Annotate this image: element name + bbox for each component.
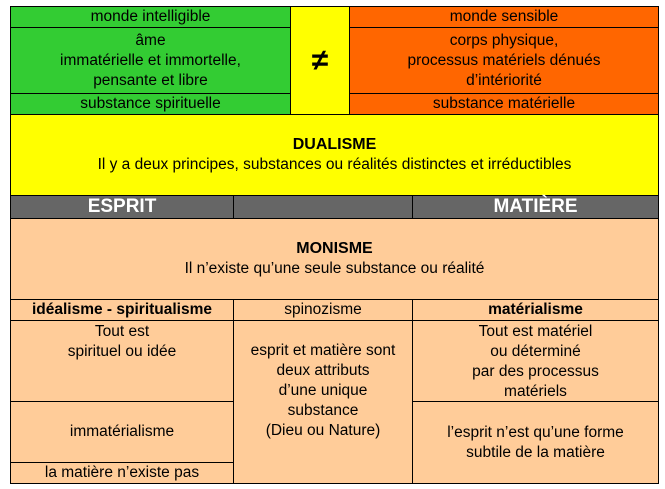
monism-definition: Il n’existe qu’une seule substance ou réalité [184, 260, 485, 277]
body-description-text: corps physique, processus matériels dénués d’intériorité [407, 31, 601, 89]
dualism-title: DUALISME [292, 136, 377, 153]
spiritual-substance-label [10, 93, 291, 115]
spinozism-heading [233, 299, 413, 321]
idealism-heading-text: idéalisme - spiritualisme [31, 301, 213, 318]
immaterialism-note-text: la matière n’existe pas [44, 464, 200, 481]
idealism-heading [10, 299, 234, 321]
spiritual-substance-text: substance spirituelle [80, 95, 221, 112]
dualism-definition-panel [10, 114, 659, 196]
matiere-header [412, 195, 659, 219]
materialism-thesis-text: Tout est matériel ou déterminé par des processus matériels [472, 323, 599, 400]
soul-description-text: âme immatérielle et immortelle, pensante et libre [60, 31, 241, 89]
materialism-heading [412, 299, 659, 321]
sensible-world-label [349, 6, 659, 28]
materialism-variant [412, 401, 659, 484]
monism-definition-panel [10, 218, 659, 300]
body-description [349, 27, 659, 94]
materialism-thesis [412, 320, 659, 402]
intelligible-world-label [10, 6, 291, 28]
not-equal-glyph: ≠ [311, 43, 329, 77]
intelligible-world-text: monde intelligible [90, 8, 211, 25]
immaterialism-text: immatérialisme [69, 423, 175, 440]
idealism-thesis-text: Tout est spirituel ou idée [67, 323, 177, 360]
spinozism-thesis [233, 320, 413, 484]
material-substance-label [349, 93, 659, 115]
sensible-world-text: monde sensible [449, 8, 559, 25]
matiere-header-text: MATIÈRE [493, 196, 578, 217]
spinozism-thesis-text: esprit et matière sont deux attributs d’une unique substance (Dieu ou Nature) [250, 342, 396, 439]
immaterialism-note [10, 462, 234, 484]
not-equal-sign [290, 6, 350, 115]
dualism-definition: Il y a deux principes, substances ou réalités distinctes et irréductibles [97, 156, 572, 173]
materialism-variant-text: l’esprit n’est qu’une forme subtile de la matière [447, 423, 624, 461]
material-substance-text: substance matérielle [432, 95, 576, 112]
soul-description [10, 27, 291, 94]
materialism-heading-text: matérialisme [488, 301, 583, 318]
esprit-header-text: ESPRIT [87, 196, 157, 217]
middle-header [233, 195, 413, 219]
idealism-thesis [10, 320, 234, 402]
spinozism-heading-text: spinozisme [284, 301, 362, 318]
immaterialism-label [10, 401, 234, 463]
esprit-header [10, 195, 234, 219]
monism-title: MONISME [296, 240, 373, 257]
